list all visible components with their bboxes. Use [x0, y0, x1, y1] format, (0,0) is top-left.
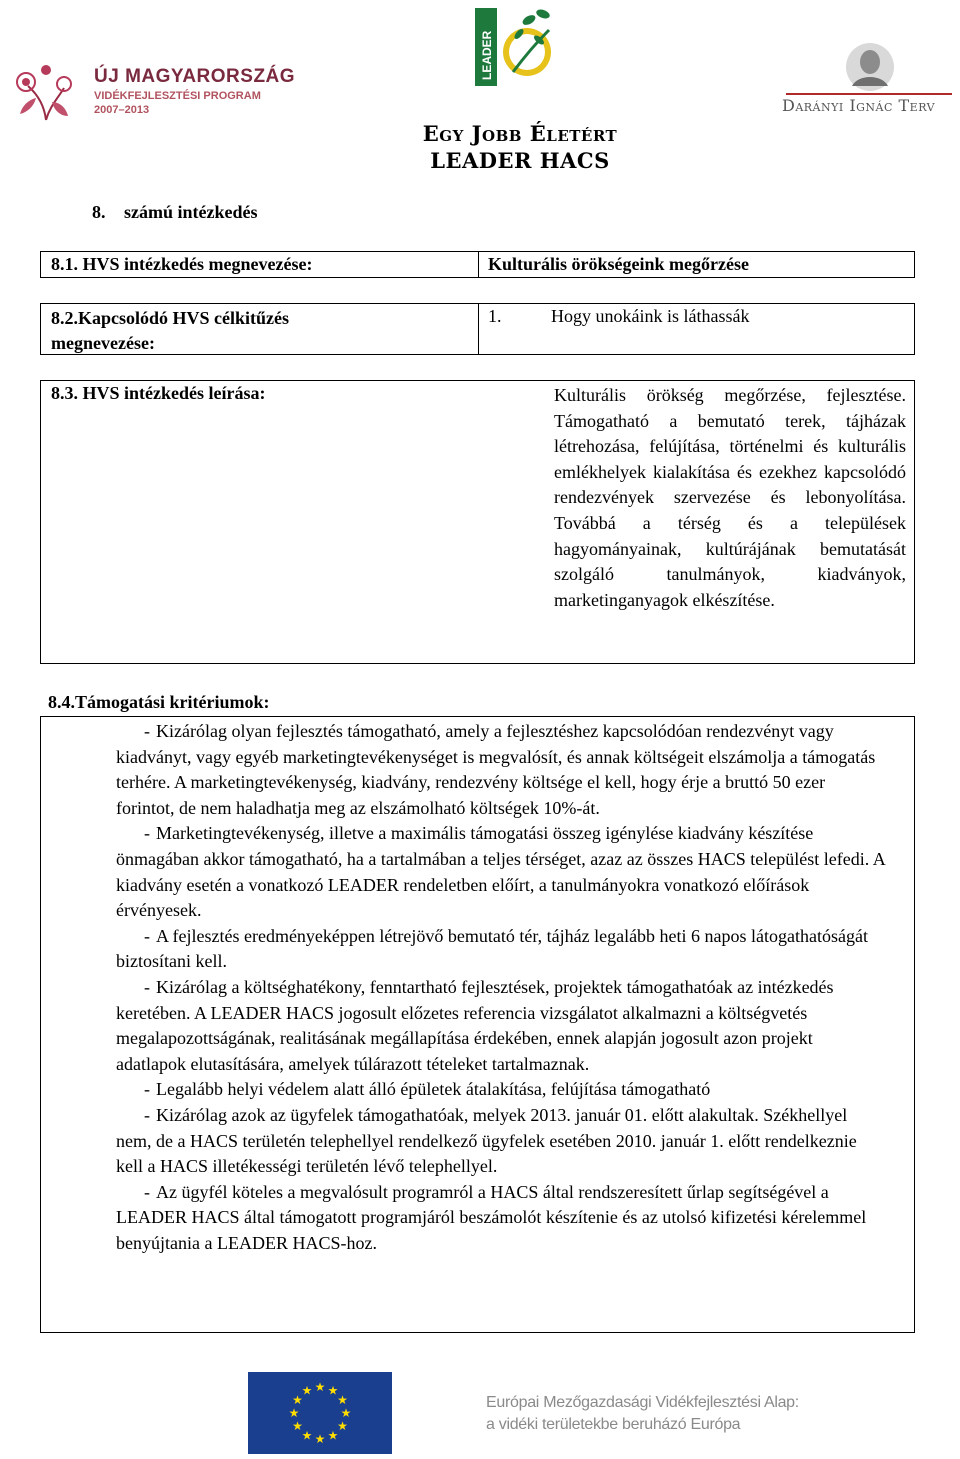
flower-emblem-icon [6, 58, 86, 128]
portrait-emblem-icon [780, 40, 958, 96]
goal-text: Hogy unokáink is láthassák [551, 306, 750, 326]
eu-star-icon: ★ [340, 1406, 352, 1420]
eu-star-icon: ★ [301, 1428, 313, 1443]
bullet-dash: - [144, 1104, 150, 1125]
criteria-item [116, 821, 886, 923]
measure-heading-text: számú intézkedés [124, 202, 258, 222]
description-label: 8.3. HVS intézkedés leírása: [51, 383, 266, 403]
brand-years: 2007–2013 [94, 104, 150, 116]
eu-star-icon: ★ [337, 1393, 348, 1407]
goal-value [488, 306, 749, 354]
criteria-item [116, 1103, 886, 1180]
eu-star-icon: ★ [314, 1432, 326, 1446]
brand-title: ÚJ MAGYARORSZÁG [94, 66, 296, 87]
description-value: Kulturális örökség megőrzése, fejlesztése. Támogatható a bemutató terek, tájházak létrehozása, felújítása, történelmi és kulturális emlékhelyek kialakítása és ezekhez kapcsolódó rendezvények szervezése és lebonyolítása. Továbbá a térség és a települések hagyományainak, kultúrájának bemutatását szolgáló tanulmányok, kiadványok, marketinganyagok elkészítése. [554, 385, 906, 610]
criteria-item [116, 924, 886, 975]
criteria-text: A fejlesztés eredményeképpen létrejövő bemutató tér, tájház legalább heti 6 napos látogathatóságát biztosítani kell. [116, 925, 869, 972]
hacs-title-line2: LEADER HACS [430, 148, 610, 173]
criteria-item [116, 1077, 886, 1103]
leader-logo-text: LEADER [480, 30, 494, 80]
eu-star-icon: ★ [327, 1428, 339, 1443]
measure-number: 8. [92, 202, 106, 222]
bullet-dash: - [144, 1079, 150, 1100]
criteria-list [116, 719, 886, 1332]
eu-star-icon: ★ [337, 1419, 348, 1433]
column-divider [478, 252, 479, 277]
goal-label: 8.2.Kapcsolódó HVS célkitűzés megnevezése: [51, 308, 290, 353]
bullet-dash: - [144, 976, 150, 997]
criteria-box [40, 716, 915, 1333]
eu-star-icon: ★ [314, 1380, 326, 1394]
criteria-text: Kizárólag olyan fejlesztés támogatható, amely a fejlesztéshez kapcsolódóan rendezvényt vagy kiadványt, vagy egyéb marketingtevékenységet is megvalósít, és annak költségeit elszámolja a támogatás terhére. A marketingtevékenység, kiadvány, rendezvény költsége el kell, hogy érje a bruttó 50 ezer forintot, de nem haladhatja meg az elszámolható költségek 10%-át. [116, 721, 876, 818]
daranyi-ignac-terv-logo [780, 40, 958, 118]
criteria-heading: 8.4.Támogatási kritériumok: [48, 692, 270, 712]
criteria-item [116, 719, 886, 821]
measure-name-row [40, 251, 915, 278]
uj-magyarorszag-logo [6, 58, 296, 128]
criteria-text: Marketingtevékenység, illetve a maximális támogatási összeg igénylése kiadvány készítése önmagában akkor támogatható, ha a tartalmában a teljes térséget, azaz az összes HACS települést lefedi. A kiadvány esetén a vonatkozó LEADER rendeletben előírt, a tanulmányokra vonatkozó előírások érvényesek. [116, 823, 885, 921]
bullet-dash: - [144, 721, 150, 741]
description-row [40, 380, 915, 664]
criteria-item [116, 1180, 886, 1257]
measure-heading [92, 202, 258, 223]
eu-fund-text [486, 1392, 799, 1436]
eu-star-icon: ★ [292, 1419, 303, 1433]
measure-name-label: 8.1. HVS intézkedés megnevezése: [51, 254, 313, 274]
eu-star-icon: ★ [292, 1393, 303, 1407]
bullet-dash: - [144, 823, 150, 844]
criteria-text: Kizárólag a költséghatékony, fenntartható fejlesztések, projektek támogathatóak az intézkedés keretében. A LEADER HACS jogosult előzetes referencia vizsgálatot alkalmazni a költségvetés megalapozottságának, realitásának megállapítása érdekében, ennek alapján jogosult azon projekt adatlapok elutasítására, amelyek túlárazott tételeket tartalmaznak. [116, 976, 834, 1074]
criteria-item [116, 975, 886, 1077]
criteria-text: Az ügyfél köteles a megvalósult programról a HACS által rendszeresített űrlap segítségével a LEADER HACS által támogatott programjáról beszámolót készítenie és az utolsó kifizetési kérelemmel benyújtania a LEADER HACS-hoz. [116, 1181, 867, 1253]
goal-row [40, 303, 915, 355]
eu-flag-icon [248, 1372, 392, 1454]
eu-star-icon: ★ [301, 1383, 313, 1398]
eu-star-icon: ★ [327, 1383, 339, 1398]
daranyi-plan-name: Darányi Ignác Terv [782, 96, 936, 115]
column-divider [478, 304, 479, 354]
bullet-dash: - [144, 1181, 150, 1202]
criteria-text: Kizárólag azok az ügyfelek támogathatóak, melyek 2013. január 01. előtt alakultak. Székhellyel nem, de a HACS területén telephellyel rendelkező ügyfelek esetében 2010. január 1. előtt rendelkeznie kell a HACS illetékességi területén lévő telephellyel. [116, 1104, 857, 1177]
eu-star-icon: ★ [288, 1406, 300, 1420]
leader-logo [469, 0, 557, 92]
hacs-title [330, 120, 710, 174]
criteria-text: Legalább helyi védelem alatt álló épületek átalakítása, felújítása támogatható [156, 1079, 711, 1100]
eu-fund-line1: Európai Mezőgazdasági Vidékfejlesztési Alap: [486, 1394, 799, 1411]
goal-number: 1. [488, 306, 502, 326]
eu-fund-line2: a vidéki területekbe beruházó Európa [486, 1416, 741, 1433]
brand-subtitle: VIDÉKFEJLESZTÉSI PROGRAM [94, 90, 261, 102]
bullet-dash: - [144, 925, 150, 946]
hacs-title-line1: Egy Jobb Életért [422, 121, 618, 146]
measure-name-value: Kulturális örökségeink megőrzése [488, 254, 749, 274]
